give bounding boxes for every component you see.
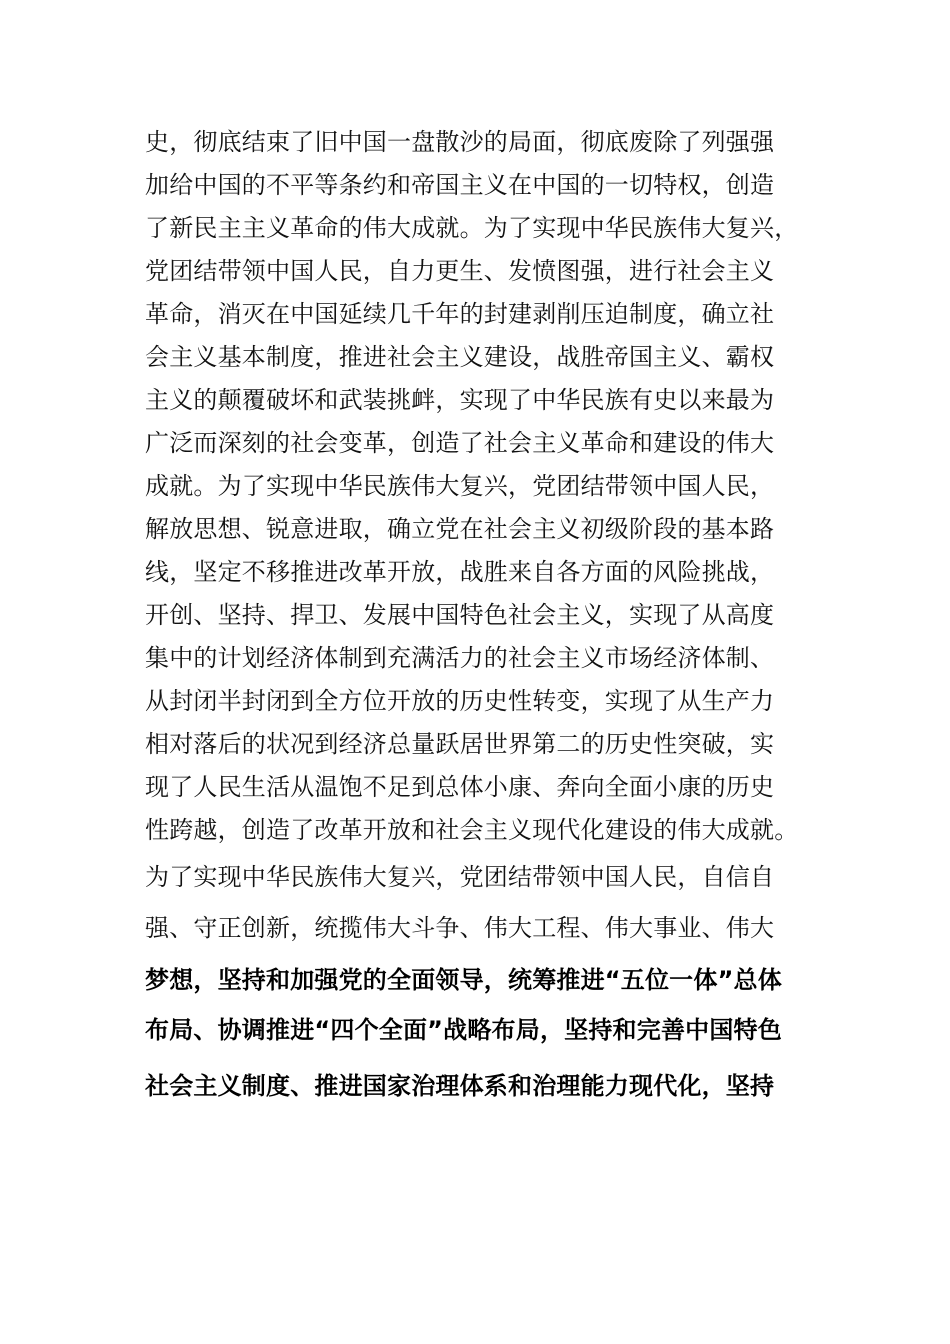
- text-line-bold: 梦想，坚持和加强党的全面领导，统筹推进“五位一体”总体: [145, 966, 782, 994]
- text-line-bold: 布局、协调推进“四个全面”战略布局，坚持和完善中国特色: [145, 1016, 782, 1044]
- text-line: 成就。为了实现中华民族伟大复兴，党团结带领中国人民，: [145, 472, 775, 500]
- text-line: 党团结带领中国人民，自力更生、发愤图强，进行社会主义: [145, 257, 775, 285]
- text-line: 相对落后的状况到经济总量跃居世界第二的历史性突破，实: [145, 730, 775, 758]
- text-line: 广泛而深刻的社会变革，创造了社会主义革命和建设的伟大: [145, 429, 775, 457]
- text-line: 集中的计划经济体制到充满活力的社会主义市场经济体制、: [145, 644, 775, 672]
- text-line: 会主义基本制度，推进社会主义建设，战胜帝国主义、霸权: [145, 343, 775, 371]
- text-line: 线，坚定不移推进改革开放，战胜来自各方面的风险挑战，: [145, 558, 775, 586]
- text-line: 解放思想、锐意进取，确立党在社会主义初级阶段的基本路: [145, 515, 775, 543]
- text-line: 为了实现中华民族伟大复兴，党团结带领中国人民，自信自: [145, 863, 775, 891]
- text-line: 史，彻底结束了旧中国一盘散沙的局面，彻底废除了列强强: [145, 128, 775, 156]
- text-line: 性跨越，创造了改革开放和社会主义现代化建设的伟大成就。: [145, 816, 799, 844]
- text-line: 开创、坚持、捍卫、发展中国特色社会主义，实现了从高度: [145, 601, 775, 629]
- text-line: 现了人民生活从温饱不足到总体小康、奔向全面小康的历史: [145, 773, 775, 801]
- text-line: 革命，消灭在中国延续几千年的封建剥削压迫制度，确立社: [145, 300, 775, 328]
- text-line: 加给中国的不平等条约和帝国主义在中国的一切特权，创造: [145, 171, 775, 199]
- text-line-bold: 社会主义制度、推进国家治理体系和治理能力现代化，坚持: [145, 1072, 775, 1100]
- text-line: 主义的颠覆破坏和武装挑衅，实现了中华民族有史以来最为: [145, 386, 775, 414]
- text-line: 强、守正创新，统揽伟大斗争、伟大工程、伟大事业、伟大: [145, 914, 775, 942]
- text-line: 了新民主主义革命的伟大成就。为了实现中华民族伟大复兴，: [145, 214, 799, 242]
- text-line: 从封闭半封闭到全方位开放的历史性转变，实现了从生产力: [145, 687, 775, 715]
